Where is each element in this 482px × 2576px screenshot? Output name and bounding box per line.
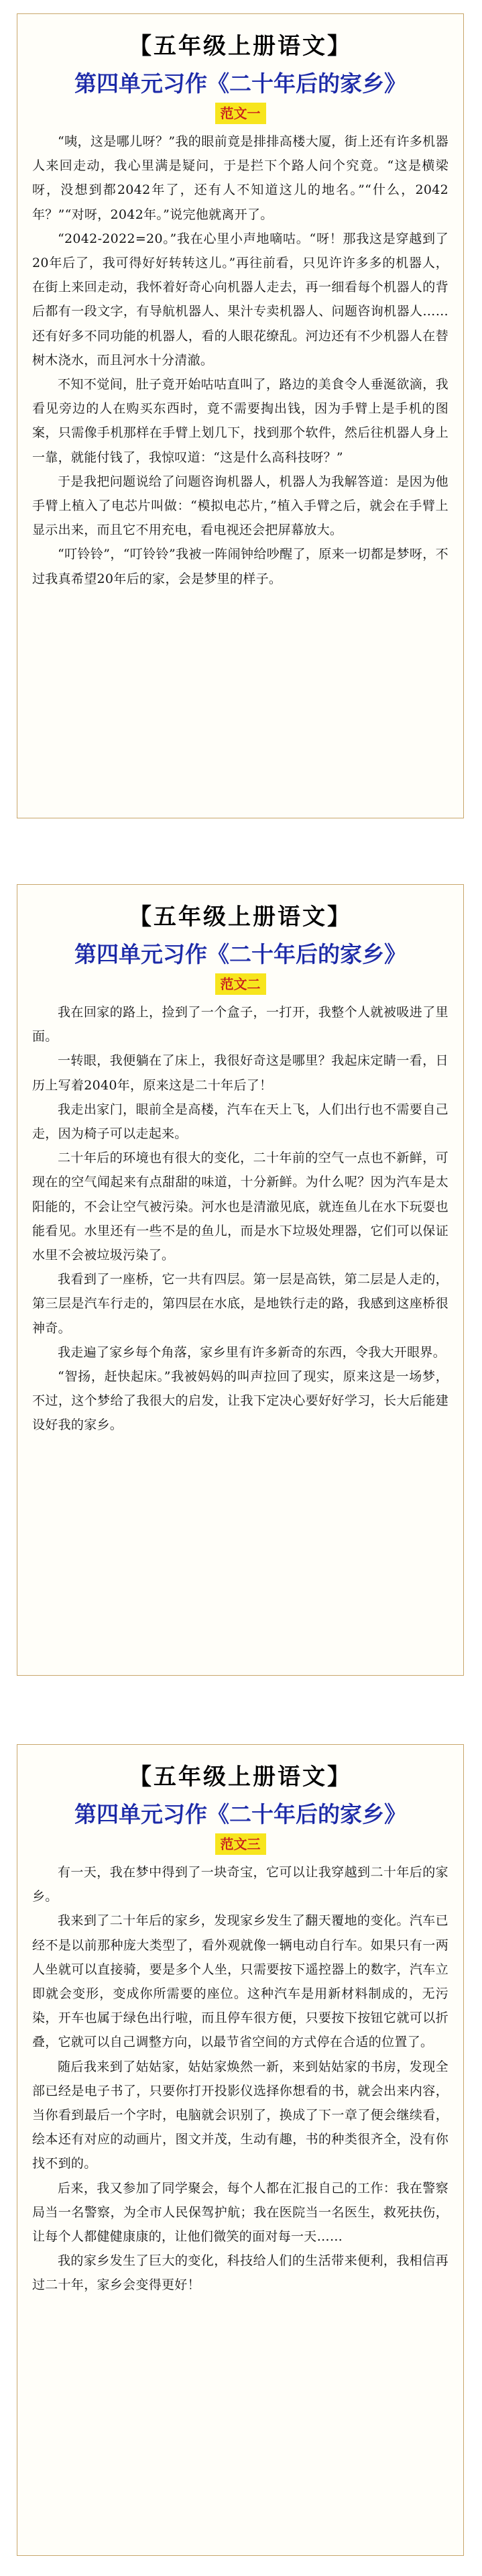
- essay-paragraph: 我看到了一座桥，它一共有四层。第一层是高铁，第二层是人走的，第三层是汽车行走的，第四层在水底，是地铁行走的路，我感到这座桥很神奇。: [32, 1272, 448, 1336]
- essay-paragraph: 后来，我又参加了同学聚会，每个人都在汇报自己的工作：我在警察局当一名警察，为全市人民保驾护航；我在医院当一名医生，救死扶伤，让每个人都健健康康的，让他们微笑的面对每一天……: [32, 2180, 448, 2245]
- essay-paragraph: 随后我来到了姑姑家，姑姑家焕然一新，来到姑姑家的书房，发现全部已经是电子书了，只要你打开投影仪选择你想看的书，就会出来内容，当你看到最后一个字时，电脑就会识别了，换成了下一章了便会继续看，绘本还有对应的动画片，图文并茂，生动有趣，书的种类很齐全，没有你找不到的。: [32, 2059, 448, 2171]
- essay-paragraph: 我的家乡发生了巨大的变化，科技给人们的生活带来便利，我相信再过二十年，家乡会变得更好！: [32, 2253, 448, 2293]
- essay-paragraph: 我来到了二十年后的家乡，发现家乡发生了翻天覆地的变化。汽车已经不是以前那种庞大类型了，看外观就像一辆电动自行车。如果只有一两人坐就可以直接骑，要是多个人坐，只需要按下遥控器上的数字，汽车立即就会变形，变成你所需要的座位。这种汽车是用新材料制成的，无污染，开车也属于绿色出行啦，而且停车很方便，只要按下按钮它就可以折叠，它就可以自己调整方向，以最节省空间的方式停在合适的位置了。: [32, 1913, 448, 2050]
- essay-paragraph: 于是我把问题说给了问题咨询机器人，机器人为我解答道：是因为他手臂上植入了电芯片叫做：“模拟电芯片，”植入手臂之后，就会在手臂上显示出来，而且它不用充电，看电视还会把屏幕放大。: [32, 474, 448, 538]
- essay-card-2: [17, 884, 464, 1676]
- unit-title: 第四单元习作《二十年后的家乡》: [74, 70, 406, 97]
- essay-paragraph: “2042-2022=20。”我在心里小声地嘀咕。“呀！那我这是穿越到了20年后了，我可得好好转转这儿。”再往前看，只见许许多多的机器人，在街上来回走动，我怀着好奇心向机器人走去，再一细看每个机器人的背后都有一段文字，有导航机器人、果汁专卖机器人、问题咨询机器人……还有好多不同功能的机器人，看的人眼花缭乱。河边还有不少机器人在替树木浇水，而且河水十分清澈。: [32, 231, 448, 368]
- grade-title: 【五年级上册语文】: [129, 904, 352, 930]
- grade-title: 【五年级上册语文】: [129, 33, 352, 60]
- essay-paragraph: 二十年后的环境也有很大的变化，二十年前的空气一点也不新鲜，可现在的空气闻起来有点甜甜的味道，十分新鲜。为什么呢？因为汽车是太阳能的，不会让空气被污染。河水也是清澈见底，就连鱼儿在水下玩耍也能看见。水里还有一些不是的鱼儿，而是水下垃圾处理器，它们可以保证水里不会被垃圾污染了。: [32, 1150, 448, 1263]
- unit-title: 第四单元习作《二十年后的家乡》: [74, 941, 406, 967]
- essay-label: 范文一: [215, 103, 266, 124]
- essay-paragraph: “咦，这是哪儿呀？”我的眼前竟是排排高楼大厦，街上还有许多机器人来回走动，我心里满是疑问，于是拦下个路人问个究竟。“这是横梁呀，没想到都2042年了，还有人不知道这儿的地名。”“什么，2042年？”“对呀，2042年。”说完他就离开了。: [32, 134, 448, 222]
- essay-paragraph: 不知不觉间，肚子竟开始咕咕直叫了，路边的美食令人垂涎欲滴，我看见旁边的人在购买东西时，竟不需要掏出钱，因为手臂上是手机的图案，只需像手机那样在手臂上划几下，找到那个软件，然后往机器人身上一靠，就能付钱了，我惊叹道：“这是什么高科技呀？”: [32, 377, 448, 465]
- essay-paragraph: “叮铃铃”，“叮铃铃”我被一阵闹钟给吵醒了，原来一切都是梦呀，不过我真希望20年后的家，会是梦里的样子。: [32, 547, 448, 586]
- essay-card-1: [17, 13, 464, 818]
- grade-title: 【五年级上册语文】: [129, 1764, 352, 1790]
- essay-paragraph: 一转眼，我便躺在了床上，我很好奇这是哪里？我起床定睛一看，日历上写着2040年，原来这是二十年后了！: [32, 1053, 448, 1093]
- essay-paragraph: 我走出家门，眼前全是高楼，汽车在天上飞，人们出行也不需要自己走，因为椅子可以走起来。: [32, 1102, 448, 1142]
- essay-paragraph: 我在回家的路上，捡到了一个盒子，一打开，我整个人就被吸进了里面。: [32, 1005, 448, 1044]
- essay-card-3: [17, 1744, 464, 2556]
- unit-title: 第四单元习作《二十年后的家乡》: [74, 1801, 406, 1827]
- essay-label: 范文三: [215, 1833, 266, 1855]
- essay-label: 范文二: [215, 973, 266, 995]
- essay-paragraph: “智扬，赶快起床。”我被妈妈的叫声拉回了现实，原来这是一场梦，不过，这个梦给了我很大的启发，让我下定决心要好好学习，长大后能建设好我的家乡。: [32, 1369, 448, 1433]
- essay-paragraph: 有一天，我在梦中得到了一块奇宝，它可以让我穿越到二十年后的家乡。: [32, 1865, 448, 1904]
- essay-paragraph: 我走遍了家乡每个角落，家乡里有许多新奇的东西，令我大开眼界。: [58, 1344, 446, 1360]
